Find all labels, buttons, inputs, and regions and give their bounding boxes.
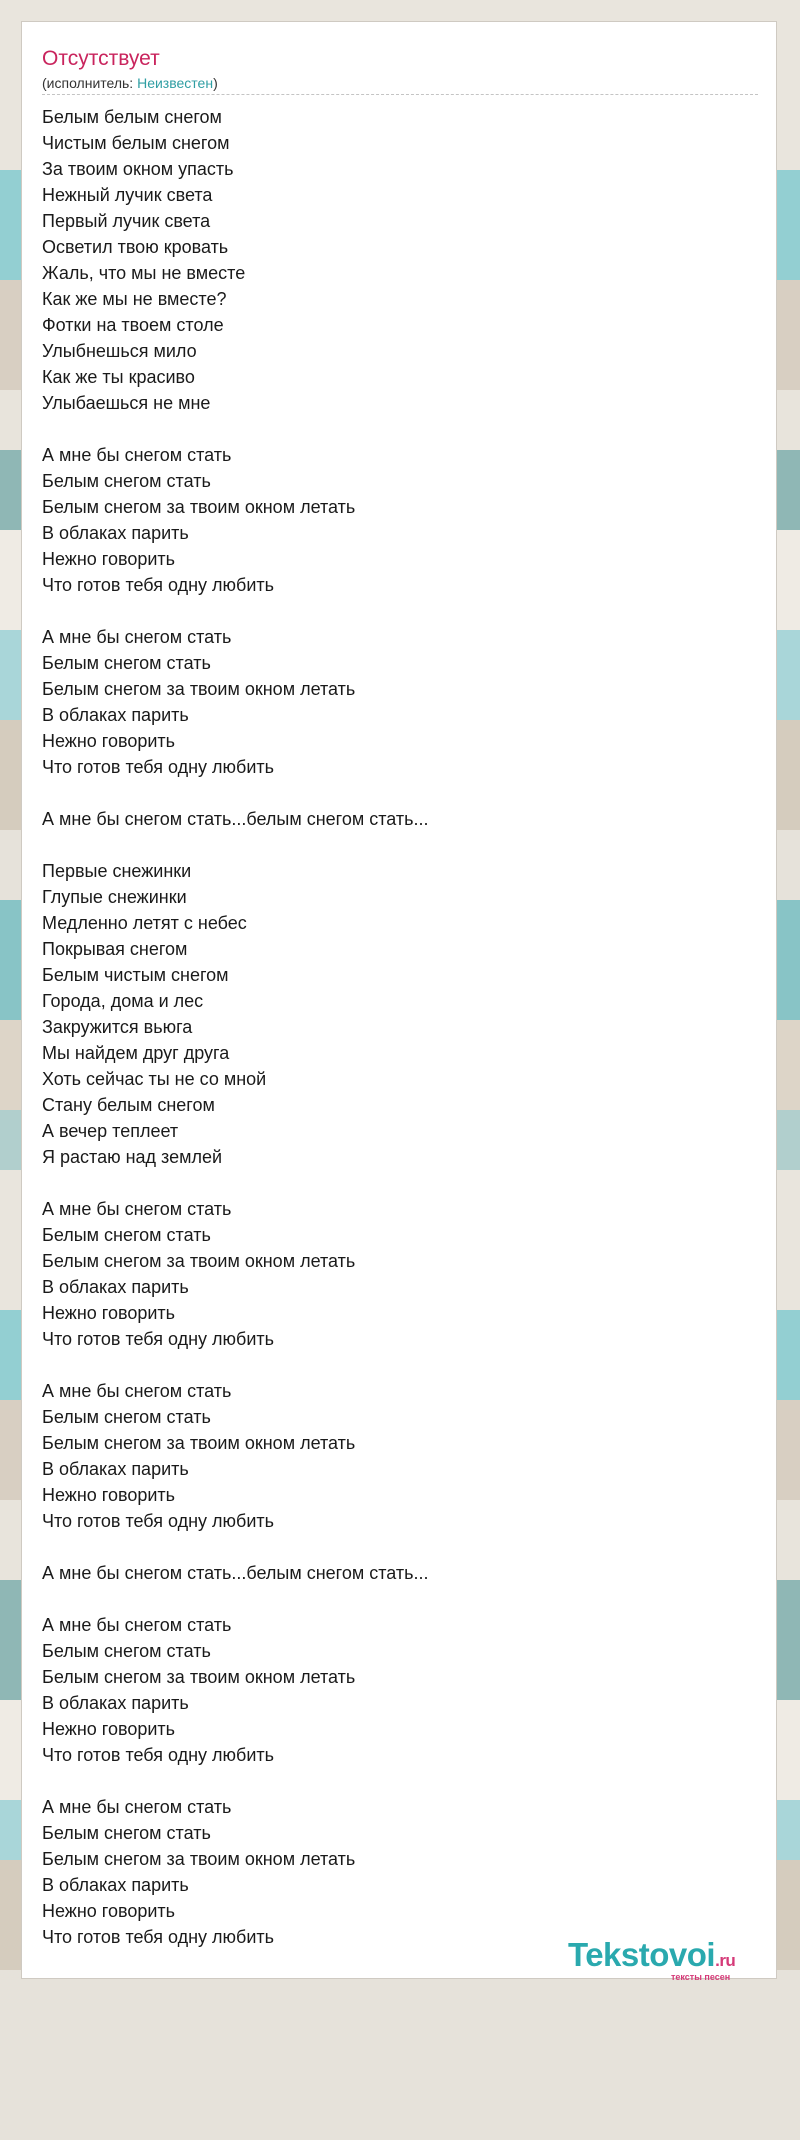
lyric-line: Медленно летят с небес (42, 913, 247, 933)
lyric-blank-line (42, 1170, 758, 1196)
lyric-line: Как же ты красиво (42, 367, 195, 387)
lyric-line: В облаках парить (42, 1459, 189, 1479)
lyric-line: Глупые снежинки (42, 887, 187, 907)
lyric-line: Покрывая снегом (42, 939, 188, 959)
song-title: Отсутствует (42, 47, 160, 70)
lyric-line: Как же мы не вместе? (42, 289, 227, 309)
artist-prefix: (исполнитель: (42, 75, 138, 91)
lyric-line: Белым снегом за твоим окном летать (42, 1667, 356, 1687)
lyric-line: А мне бы снегом стать (42, 1797, 232, 1817)
lyric-line: Что готов тебя одну любить (42, 575, 275, 595)
lyric-blank-line (42, 1586, 758, 1612)
lyric-blank-line (42, 1534, 758, 1560)
logo-main: Tekstovoi (568, 1936, 716, 1973)
lyric-line: Чистым белым снегом (42, 133, 230, 153)
lyric-line: Улыбнешься мило (42, 341, 197, 361)
lyric-line: Первые снежинки (42, 861, 192, 881)
lyric-line: Что готов тебя одну любить (42, 1511, 275, 1531)
lyric-line: Города, дома и лес (42, 991, 204, 1011)
lyric-line: Белым снегом стать (42, 1823, 211, 1843)
lyric-line: За твоим окном упасть (42, 159, 234, 179)
lyric-line: А мне бы снегом стать (42, 627, 232, 647)
lyric-line: Осветил твою кровать (42, 237, 229, 257)
lyric-line: Хоть сейчас ты не со мной (42, 1069, 267, 1089)
artist-suffix: ) (213, 75, 218, 91)
lyric-blank-line (42, 1352, 758, 1378)
lyric-line: Мы найдем друг друга (42, 1043, 230, 1063)
lyrics-text (42, 104, 758, 1950)
lyric-line: Нежно говорить (42, 1485, 176, 1505)
lyric-line: Белым снегом за твоим окном летать (42, 1433, 356, 1453)
lyric-blank-line (42, 832, 758, 858)
lyric-line: Улыбаешься не мне (42, 393, 211, 413)
lyric-line: Белым снегом стать (42, 1225, 211, 1245)
lyric-line: В облаках парить (42, 1693, 189, 1713)
lyric-line: А мне бы снегом стать (42, 445, 232, 465)
lyric-blank-line (42, 416, 758, 442)
logo-tld: .ru (715, 1951, 736, 1970)
lyric-line: Белым снегом стать (42, 653, 211, 673)
lyric-line: Белым чистым снегом (42, 965, 229, 985)
lyric-blank-line (42, 598, 758, 624)
lyric-line: А мне бы снегом стать...белым снегом стать... (42, 809, 429, 829)
site-logo[interactable] (568, 1938, 768, 1984)
artist-link[interactable]: Неизвестен (137, 75, 214, 91)
lyric-line: А мне бы снегом стать (42, 1615, 232, 1635)
lyric-line: Жаль, что мы не вместе (42, 263, 246, 283)
lyric-line: Белым снегом за твоим окном летать (42, 1251, 356, 1271)
lyric-line: Белым снегом стать (42, 471, 211, 491)
lyric-line: Первый лучик света (42, 211, 211, 231)
lyric-line: Белым снегом стать (42, 1641, 211, 1661)
lyric-line: А мне бы снегом стать (42, 1381, 232, 1401)
lyric-line: В облаках парить (42, 705, 189, 725)
lyric-line: Что готов тебя одну любить (42, 1329, 275, 1349)
lyric-line: Нежно говорить (42, 1719, 176, 1739)
lyric-line: Нежно говорить (42, 1303, 176, 1323)
lyric-line: Стану белым снегом (42, 1095, 215, 1115)
background-stripe (0, 1970, 800, 2140)
title-divider (42, 94, 758, 95)
artist-line (42, 74, 218, 92)
lyric-line: Нежно говорить (42, 1901, 176, 1921)
lyric-line: Белым снегом за твоим окном летать (42, 1849, 356, 1869)
lyric-line: В облаках парить (42, 1277, 189, 1297)
lyric-blank-line (42, 780, 758, 806)
lyric-line: Белым белым снегом (42, 107, 222, 127)
logo-tagline: тексты песен (671, 1972, 731, 1982)
lyric-line: А вечер теплеет (42, 1121, 179, 1141)
lyric-line: Закружится вьюга (42, 1017, 193, 1037)
logo-wordmark (568, 1938, 768, 1978)
lyric-line: Белым снегом стать (42, 1407, 211, 1427)
lyric-line: Что готов тебя одну любить (42, 1745, 275, 1765)
lyric-line: Нежно говорить (42, 549, 176, 569)
lyric-line: Что готов тебя одну любить (42, 757, 275, 777)
lyric-line: Белым снегом за твоим окном летать (42, 497, 356, 517)
lyric-line: А мне бы снегом стать...белым снегом стать... (42, 1563, 429, 1583)
lyric-line: А мне бы снегом стать (42, 1199, 232, 1219)
lyric-line: Что готов тебя одну любить (42, 1927, 275, 1947)
lyrics-card (21, 21, 777, 1982)
lyric-line: Нежно говорить (42, 731, 176, 751)
lyric-blank-line (42, 1768, 758, 1794)
lyric-line: В облаках парить (42, 523, 189, 543)
lyric-line: Фотки на твоем столе (42, 315, 224, 335)
lyric-line: В облаках парить (42, 1875, 189, 1895)
lyric-line: Нежный лучик света (42, 185, 213, 205)
lyric-line: Я растаю над землей (42, 1147, 223, 1167)
lyric-line: Белым снегом за твоим окном летать (42, 679, 356, 699)
